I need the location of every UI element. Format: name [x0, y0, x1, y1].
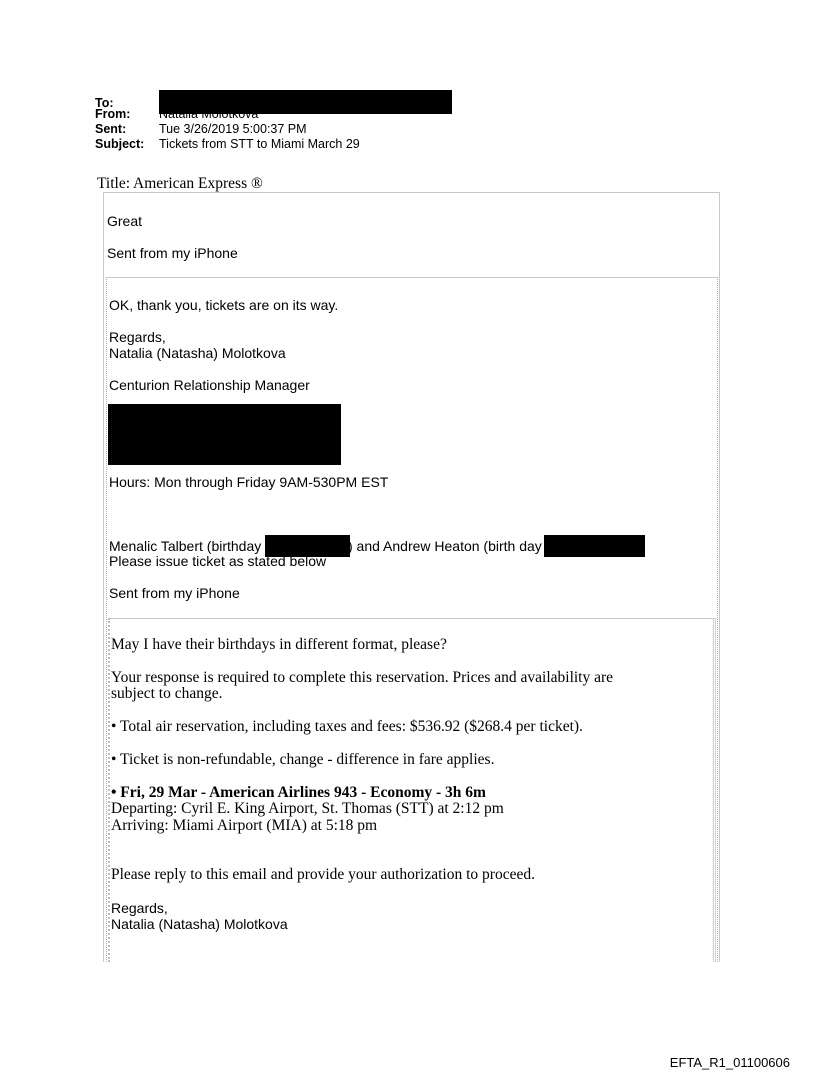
flight-departing: Departing: Cyril E. King Airport, St. Thomas (STT) at 2:12 pm [111, 800, 504, 817]
original-response-line2: subject to change. [111, 685, 223, 702]
original-name: Natalia (Natasha) Molotkova [111, 916, 288, 932]
reply3-line2: Please issue ticket as stated below [109, 553, 327, 569]
reply3-line1-part2: ) and Andrew Heaton (birth day [348, 538, 542, 554]
from-value: Natalia Molotkova [159, 107, 259, 121]
to-label: To: [95, 96, 114, 110]
reply2-role: Centurion Relationship Manager [109, 377, 310, 393]
contact-redaction [108, 404, 341, 465]
document-id: EFTA_R1_01100606 [669, 1055, 790, 1070]
reply2-name: Natalia (Natasha) Molotkova [109, 345, 286, 361]
reply-request: Please reply to this email and provide your authorization to proceed. [111, 866, 535, 883]
flight-arriving: Arriving: Miami Airport (MIA) at 5:18 pm [111, 817, 378, 834]
reply2-hours: Hours: Mon through Friday 9AM-530PM EST [109, 474, 389, 490]
sent-value: Tue 3/26/2019 5:00:37 PM [159, 122, 307, 136]
flight-title: • Fri, 29 Mar - American Airlines 943 - Economy - 3h 6m [111, 784, 486, 801]
reply3-signature: Sent from my iPhone [109, 585, 240, 601]
original-regards: Regards, [111, 900, 168, 916]
sent-row [95, 122, 452, 137]
email-header [95, 96, 452, 152]
subject-row [95, 137, 452, 152]
from-label: From: [95, 107, 131, 121]
bullet-refund-policy: • Ticket is non-refundable, change - difference in fare applies. [111, 751, 495, 768]
bullet-total-fare: • Total air reservation, including taxes and fees: $536.92 ($268.4 per ticket). [111, 718, 583, 735]
sent-label: Sent: [95, 122, 127, 136]
title-line: Title: American Express ® [97, 175, 263, 192]
reply1-text: Great [107, 213, 143, 229]
birthday-redaction-2 [544, 535, 645, 557]
subject-value: Tickets from STT to Miami March 29 [159, 137, 360, 151]
original-response-line1: Your response is required to complete this reservation. Prices and availability are [111, 669, 614, 686]
reply2-text: OK, thank you, tickets are on its way. [109, 297, 339, 313]
reply3-line1-part1: Menalic Talbert (birthday [109, 538, 262, 554]
reply2-regards: Regards, [109, 329, 166, 345]
reply1-signature: Sent from my iPhone [107, 245, 238, 261]
subject-label: Subject: [95, 137, 145, 151]
original-question: May I have their birthdays in different format, please? [111, 636, 447, 653]
